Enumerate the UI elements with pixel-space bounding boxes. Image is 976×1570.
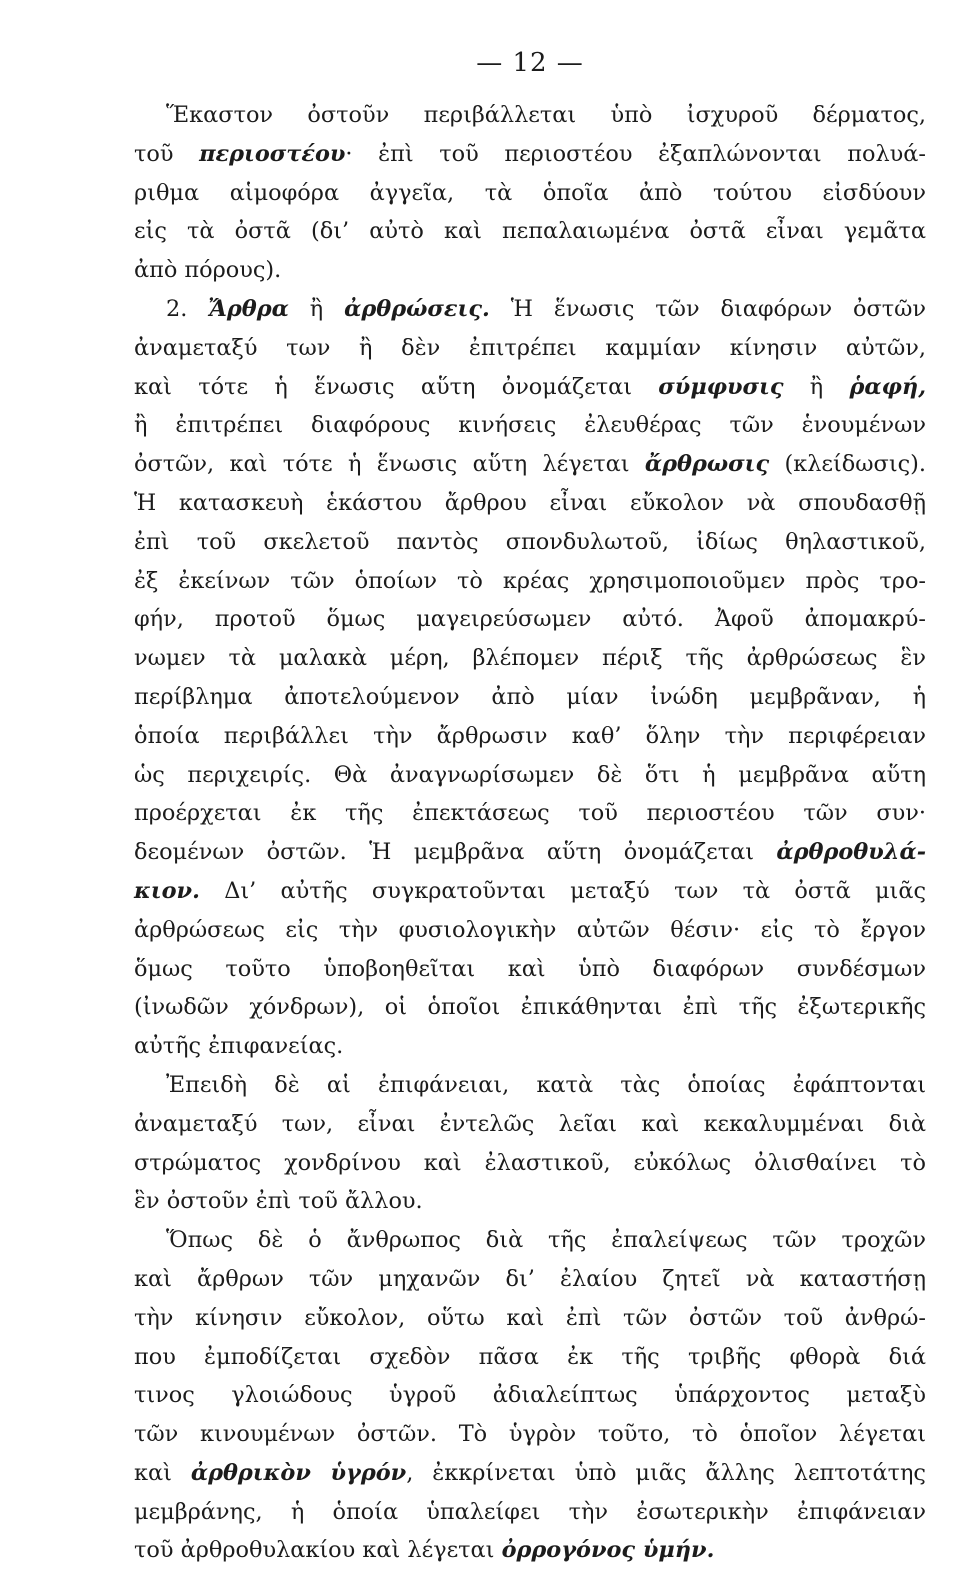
text-line: ἀρθρώσεως εἰς τὴν φυσιολογικὴν αὐτῶν θέσιν· εἰς τὸ ἔργον <box>134 916 926 943</box>
text-line: ἀναμεταξύ των, εἶναι ἐντελῶς λεῖαι καὶ κεκαλυμμέναι διὰ <box>134 1110 926 1137</box>
emphasized-term: σύμφυσις <box>658 373 784 400</box>
text-line: ὁποία περιβάλλει τὴν ἄρθρωσιν καθ’ ὅλην τὴν περιφέρειαν <box>134 722 926 749</box>
text-line: τοῦ περιοστέου· ἐπὶ τοῦ περιοστέου ἐξαπλώνονται πολυά- <box>134 140 926 167</box>
text-line: καὶ ἀρθρικὸν ὑγρόν, ἐκκρίνεται ὑπὸ μιᾶς ἄλλης λεπτοτάτης <box>134 1459 926 1486</box>
text-line: ἓν ὀστοῦν ἐπὶ τοῦ ἄλλου. <box>134 1188 423 1215</box>
text-line: ἢ ἐπιτρέπει διαφόρους κινήσεις ἐλευθέρας τῶν ἑνουμένων <box>134 412 926 439</box>
text-line: καὶ τότε ἡ ἕνωσις αὕτη ὀνομάζεται σύμφυσις ἢ ῥαφή, <box>134 373 926 400</box>
text-line: Ἕκαστον ὀστοῦν περιβάλλεται ὑπὸ ἰσχυροῦ δέρματος, <box>166 102 926 128</box>
text-line: καὶ ἄρθρων τῶν μηχανῶν δι’ ἐλαίου ζητεῖ νὰ καταστήσῃ <box>134 1265 926 1292</box>
text-line: τοῦ ἀρθροθυλακίου καὶ λέγεται ὀρρογόνος ὑμήν. <box>134 1537 715 1564</box>
emphasized-term: ὀρρογόνος ὑμήν. <box>501 1537 715 1564</box>
emphasized-term: ἄρθρωσις <box>644 451 770 478</box>
text-line: περίβλημα ἀποτελούμενον ἀπὸ μίαν ἰνώδη μεμβρᾶναν, ἡ <box>134 683 926 710</box>
text-line: μεμβράνης, ἡ ὁποία ὑπαλείφει τὴν ἐσωτερικὴν ἐπιφάνειαν <box>134 1498 926 1525</box>
text-line: ἀπὸ πόρους). <box>134 257 282 284</box>
text-line: νωμεν τὰ μαλακὰ μέρη, βλέπομεν πέριξ τῆς ἀρθρώσεως ἓν <box>134 645 926 672</box>
text-line: που ἐμποδίζεται σχεδὸν πᾶσα ἐκ τῆς τριβῆς φθορὰ διά <box>134 1343 926 1370</box>
text-line: ἀναμεταξύ των ἢ δὲν ἐπιτρέπει καμμίαν κίνησιν αὐτῶν, <box>134 334 926 361</box>
emphasized-term: κιον. <box>134 877 200 904</box>
text-line: ὀστῶν, καὶ τότε ἡ ἕνωσις αὕτη λέγεται ἄρθρωσις (κλείδωσις). <box>134 451 926 478</box>
emphasized-term: περιοστέου <box>199 140 346 167</box>
text-line: δεομένων ὀστῶν. Ἡ μεμβρᾶνα αὕτη ὀνομάζεται ἀρθροθυλά- <box>134 839 926 866</box>
text-line: ριθμα αἱμοφόρα ἀγγεῖα, τὰ ὁποῖα ἀπὸ τούτου εἰσδύουν <box>134 179 926 206</box>
text-line: (ἰνωδῶν χόνδρων), οἱ ὁποῖοι ἐπικάθηνται ἐπὶ τῆς ἐξωτερικῆς <box>134 994 926 1021</box>
text-line: τινος γλοιώδους ὑγροῦ ἀδιαλείπτως ὑπάρχοντος μεταξὺ <box>134 1382 926 1409</box>
paragraph <box>134 1066 926 1221</box>
paragraph <box>134 96 926 290</box>
text-line: ὅμως τοῦτο ὑποβοηθεῖται καὶ ὑπὸ διαφόρων συνδέσμων <box>134 955 926 982</box>
page-number: — 12 — <box>476 48 584 78</box>
body-text <box>134 96 926 1570</box>
text-line: ὡς περιχειρίς. Θὰ ἀναγνωρίσωμεν δὲ ὅτι ἡ μεμβρᾶνα αὕτη <box>134 761 926 788</box>
text-line: προέρχεται ἐκ τῆς ἐπεκτάσεως τοῦ περιοστέου τῶν συν· <box>134 800 926 827</box>
emphasized-term: Ἄρθρα <box>208 295 289 322</box>
emphasized-term: ἀρθροθυλά- <box>776 839 926 866</box>
text-line: κιον. Δι’ αὐτῆς συγκρατοῦνται μεταξύ των τὰ ὀστᾶ μιᾶς <box>134 877 926 904</box>
text-line: αὐτῆς ἐπιφανείας. <box>134 1033 344 1060</box>
text-line: στρώματος χονδρίνου καὶ ἐλαστικοῦ, εὐκόλως ὀλισθαίνει τὸ <box>134 1149 926 1176</box>
text-line: τὴν κίνησιν εὔκολον, οὕτω καὶ ἐπὶ τῶν ὀστῶν τοῦ ἀνθρώ- <box>134 1304 926 1331</box>
text-line: Ὅπως δὲ ὁ ἄνθρωπος διὰ τῆς ἐπαλείψεως τῶν τροχῶν <box>166 1227 926 1254</box>
paragraph <box>134 1221 926 1570</box>
paragraph <box>134 290 926 1066</box>
text-line: Ἐπειδὴ δὲ αἱ ἐπιφάνειαι, κατὰ τὰς ὁποίας ἐφάπτονται <box>166 1071 926 1098</box>
text-line: εἰς τὰ ὀστᾶ (δι’ αὐτὸ καὶ πεπαλαιωμένα ὀστᾶ εἶναι γεμᾶτα <box>134 218 926 245</box>
text-line: ἐξ ἐκείνων τῶν ὁποίων τὸ κρέας χρησιμοποιοῦμεν πρὸς τρο- <box>134 567 926 594</box>
text-line: 2. Ἄρθρα ἢ ἀρθρώσεις. Ἡ ἕνωσις τῶν διαφόρων ὀστῶν <box>166 295 927 322</box>
text-line: φήν, προτοῦ ὅμως μαγειρεύσωμεν αὐτό. Ἀφοῦ ἀπομακρύ- <box>134 606 926 633</box>
text-line: ἐπὶ τοῦ σκελετοῦ παντὸς σπονδυλωτοῦ, ἰδίως θηλαστικοῦ, <box>134 528 926 555</box>
text-line: τῶν κινουμένων ὀστῶν. Τὸ ὑγρὸν τοῦτο, τὸ ὁποῖον λέγεται <box>134 1421 926 1448</box>
emphasized-term: ἀρθρώσεις. <box>344 295 490 322</box>
text-line: Ἡ κατασκευὴ ἑκάστου ἄρθρου εἶναι εὔκολον νὰ σπουδασθῇ <box>134 489 926 516</box>
emphasized-term: ῥαφή, <box>849 373 926 400</box>
emphasized-term: ἀρθρικὸν ὑγρόν <box>190 1459 407 1486</box>
